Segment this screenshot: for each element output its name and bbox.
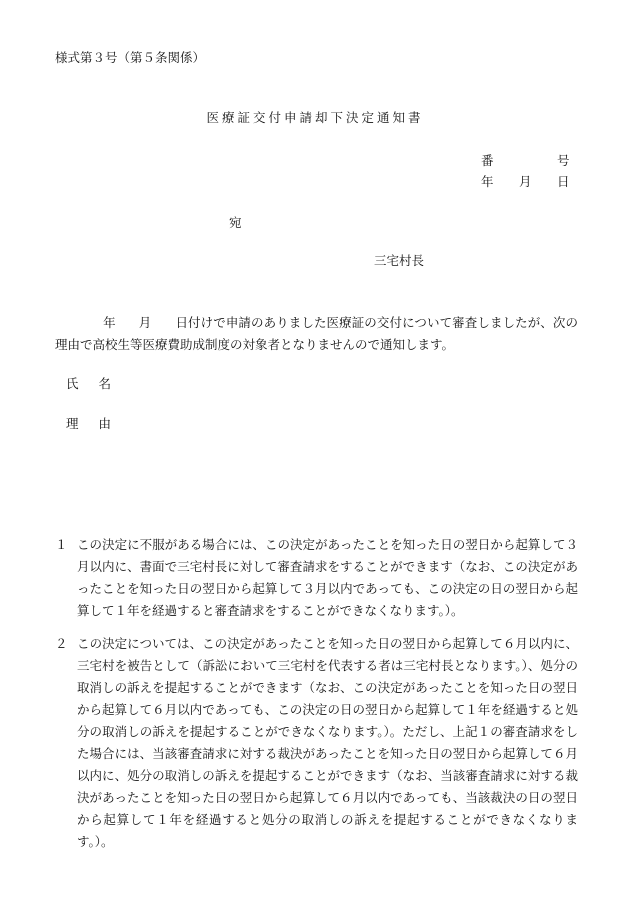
name-field-label: 氏名 xyxy=(66,376,132,391)
addressee-suffix: 宛 xyxy=(229,215,242,230)
form-number: 様式第３号（第５条関係） xyxy=(55,50,206,65)
date-month-label: 月 xyxy=(519,174,532,189)
notice-number: ２ xyxy=(55,636,68,651)
notice-number: １ xyxy=(55,537,68,552)
date-year-label: 年 xyxy=(481,174,494,189)
notice-item xyxy=(55,633,578,853)
body-year-label: 年 xyxy=(103,315,116,330)
notice-text: この決定に不服がある場合には、この決定があったことを知った日の翌日から起算して３月以内に、書面で三宅村長に対して審査請求をすることができます（なお、この決定があったことを知った日の翌日から起算して３月以内であっても、この決定の日の翌日から起算して１年を経過すると審査請求をすることができなくなります。）。 xyxy=(77,537,578,618)
reference-number-label: 番 xyxy=(481,153,494,168)
body-month-label: 月 xyxy=(138,315,152,330)
notice-item xyxy=(55,534,578,622)
reason-field-label: 理由 xyxy=(66,416,132,431)
sender-name: 三宅村長 xyxy=(374,253,425,268)
reference-number-suffix: 号 xyxy=(557,153,570,168)
body-paragraph xyxy=(55,312,578,356)
body-text: 日付けで申請のありました医療証の交付について審査しましたが、次の理由で高校生等医療費助成制度の対象者となりませんので通知します。 xyxy=(55,315,578,352)
notice-text: この決定については、この決定があったことを知った日の翌日から起算して６月以内に、三宅村を被告として（訴訟において三宅村を代表する者は三宅村長となります。）、処分の取消しの訴えを提起することができます（なお、この決定があったことを知った日の翌日から起算して６月以内であっても、この決定の日の翌日から起算して１年を経過すると処分の取消しの訴えを提起することができなくなります。）。ただし、上記１の審査請求をした場合には、当該審査請求に対する裁決があったことを知った日の翌日から起算して６月以内に、処分の取消しの訴えを提起することができます（なお、当該審査請求に対する裁決があったことを知った日の翌日から起算して６月以内であっても、当該裁決の日の翌日から起算して１年を経過すると処分の取消しの訴えを提起することができなくなります。）。 xyxy=(77,636,578,849)
date-day-label: 日 xyxy=(557,174,570,189)
document-title: 医療証交付申請却下決定通知書 xyxy=(206,110,424,125)
